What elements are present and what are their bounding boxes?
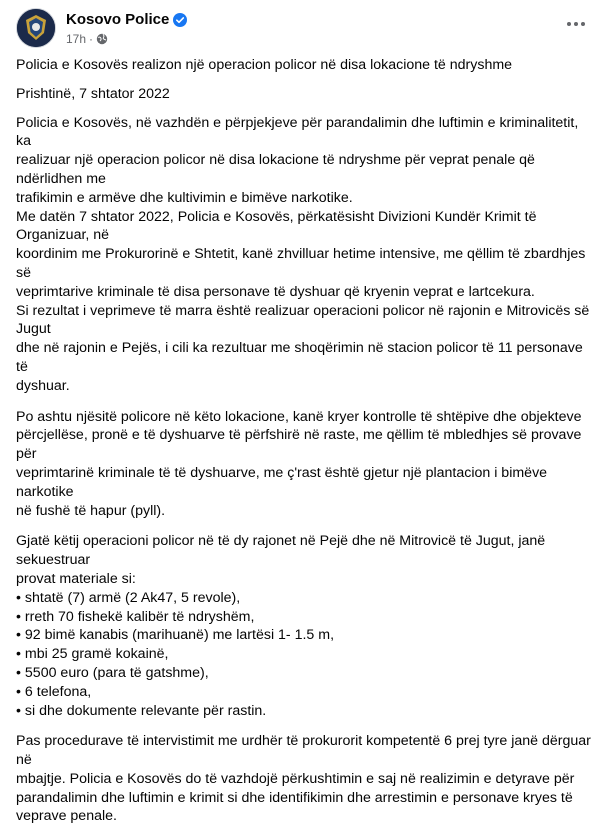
paragraph-1 [16,114,596,396]
more-options-icon[interactable] [562,16,590,32]
text-line: koordinim me Prokurorinë e Shtetit, kanë zhvilluar hetime intensive, me qëllim të zbardhjes së [16,246,586,281]
list-item: • rreth 70 fishekë kalibër të ndryshëm, [16,608,596,627]
text-line: trafikimin e armëve dhe kultivimin e bimëve narkotike. [16,189,353,206]
text-line: Si rezultat i veprimeve të marra është realizuar operacioni policor në rajonin e Mitrovicës së Jugut [16,302,590,338]
post-title: Policia e Kosovës realizon një operacion policor në disa lokacione të ndryshme [16,57,513,73]
text-line: Gjatë këtij operacioni policor në të dy rajonet në Pejë dhe në Mitrovicë të Jugut, janë sekuestruar [16,533,546,569]
text-line: dyshuar. [16,377,70,394]
text-line: Pas procedurave të intervistimit me urdhër të prokurorit kompetentë 6 prej tyre janë dërguar në [16,733,591,769]
list-item: • 5500 euro (para të gatshme), [16,664,596,683]
post-date: Prishtinë, 7 shtator 2022 [16,85,170,102]
list-item: • 6 telefona, [16,683,596,702]
verified-badge-icon [173,13,187,27]
page-name-link[interactable]: Kosovo Police [66,10,170,28]
text-line: Me datën 7 shtator 2022, Policia e Kosovës, përkatësisht Divizioni Kundër Krimit të Organizuar, në [16,208,537,244]
text-line: përcjellëse, pronë e të dyshuarve të përfshirë në raste, me qëllim të mbledhjes së provave për [16,427,582,463]
text-line: në fushë të hapur (pyll). [16,502,166,519]
text-line: mbajtje. Policia e Kosovës do të vazhdojë përkushtimin e saj në realizimin e detyrave për [16,770,575,787]
list-item: • 92 bimë kanabis (marihuanë) me lartësi 1- 1.5 m, [16,626,596,645]
text-line: dhe në rajonin e Pejës, i cili ka rezultuar me shoqërimin në stacion policor të 11 personave të [16,340,583,375]
text-line: veprave penale. [16,808,117,825]
police-badge-icon[interactable] [16,8,56,48]
meta-separator: · [89,31,94,46]
text-line: Po ashtu njësitë policore në këto lokacione, kanë kryer kontrolle të shtëpive dhe objekteve [16,408,582,425]
list-item: • mbi 25 gramë kokainë, [16,645,596,664]
list-item: • si dhe dokumente relevante për rastin. [16,702,596,721]
text-line: veprimtarinë kriminale të të dyshuarve, me ç'rast është gjetur një plantacion i bimëve narkotike [16,464,548,500]
paragraph-2 [16,408,596,521]
post-header [16,8,187,48]
text-line: veprimtarive kriminale të disa personave të dyshuar që kryenin veprat e lartcekura. [16,283,535,300]
list-item: • shtatë (7) armë (2 Ak47, 5 revole), [16,589,596,608]
post-meta [66,11,187,46]
post-body [16,56,596,826]
text-line: realizuar një operacion policor në disa lokacione të ndryshme për veprat penale që ndërlidhen me [16,152,535,187]
paragraph-4 [16,732,596,826]
post-time-link[interactable]: 17h [66,31,87,46]
text-line: Policia e Kosovës, në vazhdën e përpjekjeve për parandalimin dhe luftimin e kriminalitetit, ka [16,114,579,150]
seized-items-list [16,589,596,721]
text-line: parandalimin dhe luftimin e krimit si dhe identifikimin dhe arrestimin e personave kryes të [16,789,573,806]
globe-icon[interactable] [96,33,108,45]
paragraph-3 [16,532,596,588]
text-line: provat materiale si: [16,570,136,587]
